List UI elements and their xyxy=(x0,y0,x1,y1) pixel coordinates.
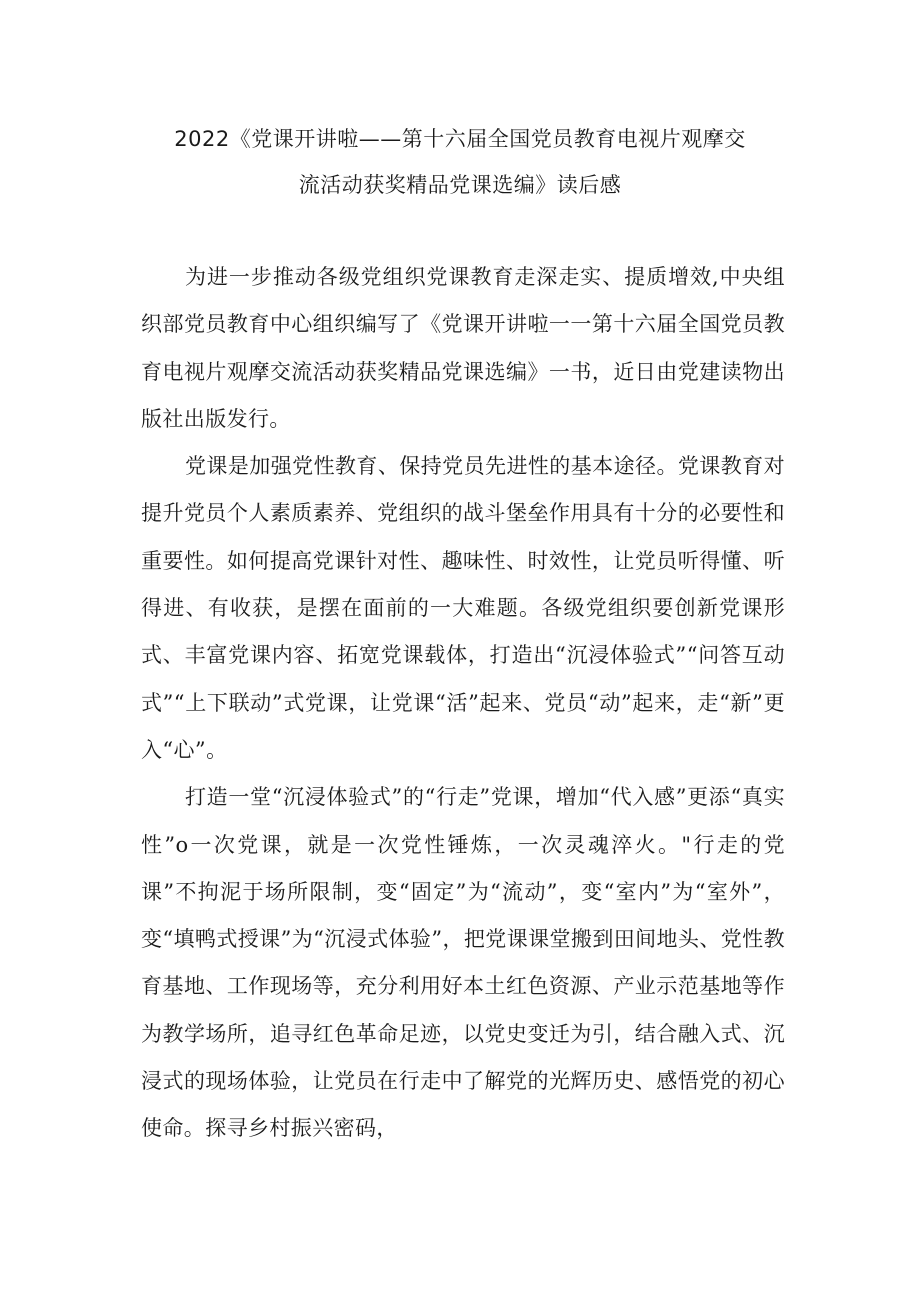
document-body xyxy=(141,254,785,1153)
paragraph-3: 打造一堂“沉浸体验式”的“行走”党课，增加“代入感”更添“真实性”o一次党课，就是一次党性锤炼，一次灵魂淬火。"行走的党课”不拘泥于场所限制，变“固定”为“流动”，变“室内”为“室外”，变“填鸭式授课”为“沉浸式体验”，把党课课堂搬到田间地头、党性教育基地、工作现场等，充分利用好本土红色资源、产业示范基地等作为教学场所，追寻红色革命足迹，以党史变迁为引，结合融入式、沉浸式的现场体验，让党员在行走中了解党的光辉历史、感悟党的初心使命。探寻乡村振兴密码， xyxy=(141,785,785,1141)
title-line-2: 流活动获奖精品党课选编》读后感 xyxy=(298,173,622,197)
paragraph-2: 党课是加强党性教育、保持党员先进性的基本途径。党课教育对提升党员个人素质素养、党组织的战斗堡垒作用具有十分的必要性和重要性。如何提高党课针对性、趣味性、时效性，让党员听得懂、听得进、有收获，是摆在面前的一大难题。各级党组织要创新党课形式、丰富党课内容、拓宽党课载体，打造出“沉浸体验式”“问答互动式”“上下联动”式党课，让党课“活”起来、党员“动”起来，走“新”更入“心”。 xyxy=(141,454,785,762)
document-title xyxy=(120,116,800,208)
title-line-1: 2022《党课开讲啦——第十六届全国党员教育电视片观摩交 xyxy=(174,127,746,151)
paragraph-1: 为进一步推动各级党组织党课教育走深走实、提质增效,中央组织部党员教育中心组织编写了《党课开讲啦一一第十六届全国党员教育电视片观摩交流活动获奖精品党课选编》一书，近日由党建读物出版社出版发行。 xyxy=(141,265,785,431)
